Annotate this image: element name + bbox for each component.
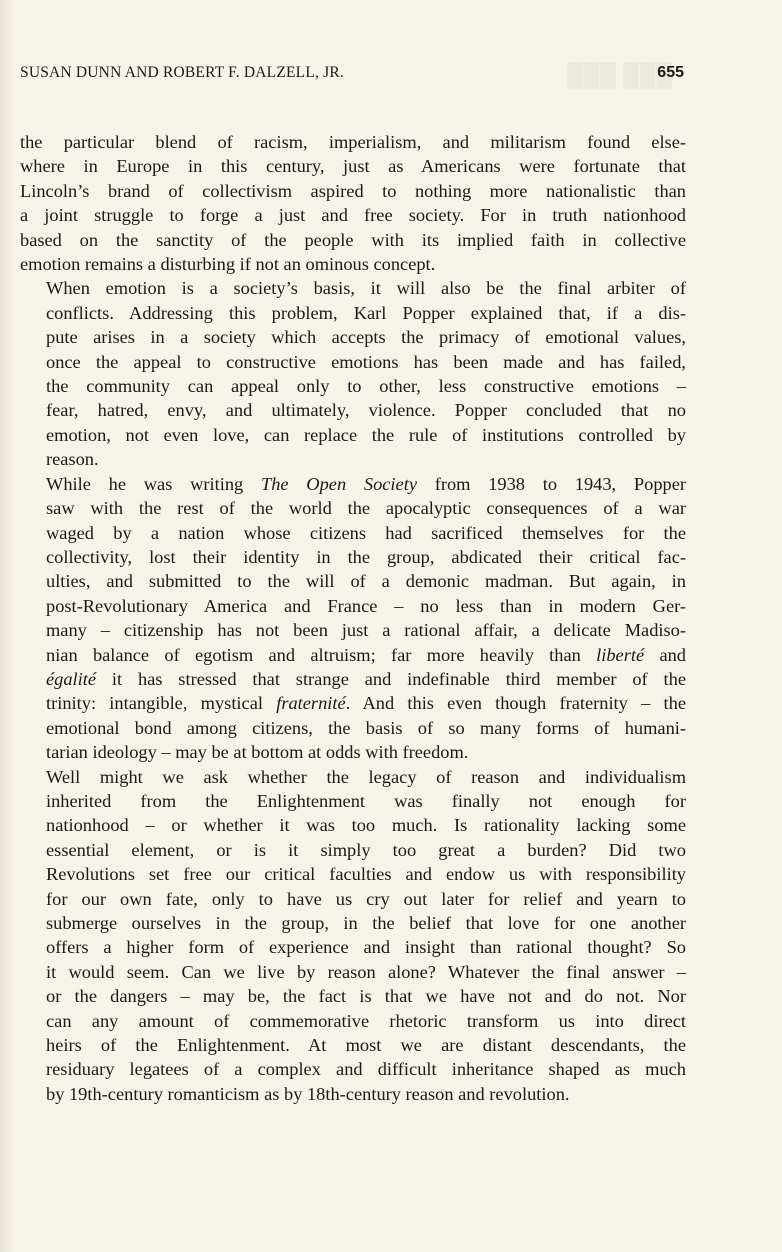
- text-line: based on the sanctity of the people with its implied faith in collective: [20, 229, 686, 250]
- text-line: fear, hatred, envy, and ultimately, violence. Popper concluded that no: [46, 400, 686, 421]
- text-line: [20, 667, 686, 691]
- page-gutter-shadow: [0, 0, 14, 1252]
- text-run: from 1938 to 1943, Popper: [416, 473, 686, 494]
- book-title: The Open Society: [260, 473, 417, 494]
- text-line: Well might we ask whether the legacy of reason and individualism: [46, 766, 686, 787]
- text-line: pute arises in a society which accepts the primacy of emotional values,: [46, 327, 686, 348]
- italic-term: égalité: [46, 668, 97, 689]
- text-line: a joint struggle to forge a just and free society. For in truth nationhood: [20, 205, 686, 226]
- paragraph-2: [20, 276, 686, 471]
- text-run: nian balance of egotism and altruism; far more heavily than: [46, 644, 597, 665]
- paragraph-3: [20, 472, 686, 765]
- text-line: Lincoln’s brand of collectivism aspired to nothing more nationalistic than: [20, 180, 686, 201]
- text-run: . And this even though fraternity – the: [345, 693, 686, 714]
- running-head: SUSAN DUNN AND ROBERT F. DALZELL, JR.: [20, 64, 345, 81]
- text-line: When emotion is a society’s basis, it will also be the final arbiter of: [46, 278, 686, 299]
- paragraph-1: [20, 130, 686, 276]
- text-line: waged by a nation whose citizens had sacrificed themselves for the: [46, 522, 686, 543]
- text-line: tarian ideology – may be at bottom at odds with freedom.: [46, 742, 469, 763]
- italic-term: liberté: [596, 644, 645, 665]
- text-line: can any amount of commemorative rhetoric transform us into direct: [46, 1010, 686, 1031]
- text-run: While he was writing: [46, 473, 261, 494]
- text-line: essential element, or is it simply too great a burden? Did two: [46, 839, 686, 860]
- text-line: inherited from the Enlightenment was finally not enough for: [46, 790, 686, 811]
- page-header: [20, 64, 684, 88]
- page-number: 655: [657, 64, 684, 81]
- text-run: it has stressed that strange and indefinable third member of the: [96, 668, 686, 689]
- text-run: trinity: intangible, mystical: [46, 693, 277, 714]
- text-line: saw with the rest of the world the apocalyptic consequences of a war: [46, 498, 686, 519]
- text-line: the particular blend of racism, imperialism, and militarism found else-: [20, 132, 686, 152]
- paragraph-4: [20, 765, 686, 1107]
- text-line: for our own fate, only to have us cry out later for relief and yearn to: [46, 888, 686, 909]
- text-line: once the appeal to constructive emotions has been made and has failed,: [46, 351, 686, 372]
- text-line: conflicts. Addressing this problem, Karl Popper explained that, if a dis-: [46, 302, 686, 323]
- text-run: and: [644, 644, 686, 665]
- text-line: where in Europe in this century, just as Americans were fortunate that: [20, 156, 686, 177]
- text-line: emotion, not even love, can replace the rule of institutions controlled by: [46, 424, 686, 445]
- text-line: ulties, and submitted to the will of a demonic madman. But again, in: [46, 571, 686, 592]
- text-line: or the dangers – may be, the fact is that we have not and do not. Nor: [46, 986, 686, 1007]
- text-line: emotion remains a disturbing if not an ominous concept.: [20, 254, 436, 275]
- text-line: [20, 472, 686, 496]
- italic-term: fraternité: [276, 693, 346, 714]
- text-line: emotional bond among citizens, the basis of so many forms of humani-: [46, 717, 686, 738]
- text-line: post-Revolutionary America and France – no less than in modern Ger-: [46, 595, 686, 616]
- text-line: residuary legatees of a complex and difficult inheritance shaped as much: [46, 1059, 686, 1080]
- text-line: reason.: [46, 449, 99, 470]
- text-line: nationhood – or whether it was too much. Is rationality lacking some: [46, 815, 686, 836]
- text-line: Revolutions set free our critical faculties and endow us with responsibility: [46, 864, 686, 885]
- text-line: [20, 691, 686, 715]
- text-line: the community can appeal only to other, less constructive emotions –: [46, 376, 686, 397]
- body-text: [20, 130, 686, 1106]
- text-line: submerge ourselves in the group, in the belief that love for one another: [46, 913, 686, 933]
- text-line: it would seem. Can we live by reason alone? Whatever the final answer –: [46, 961, 686, 982]
- text-line: offers a higher form of experience and insight than rational thought? So: [46, 937, 686, 958]
- text-line: heirs of the Enlightenment. At most we are distant descendants, the: [46, 1035, 686, 1056]
- text-line: many – citizenship has not been just a rational affair, a delicate Madiso-: [46, 620, 686, 641]
- text-line: [20, 643, 686, 667]
- text-line: collectivity, lost their identity in the group, abdicated their critical fac-: [46, 546, 686, 567]
- text-line: by 19th-century romanticism as by 18th-century reason and revolution.: [46, 1083, 570, 1104]
